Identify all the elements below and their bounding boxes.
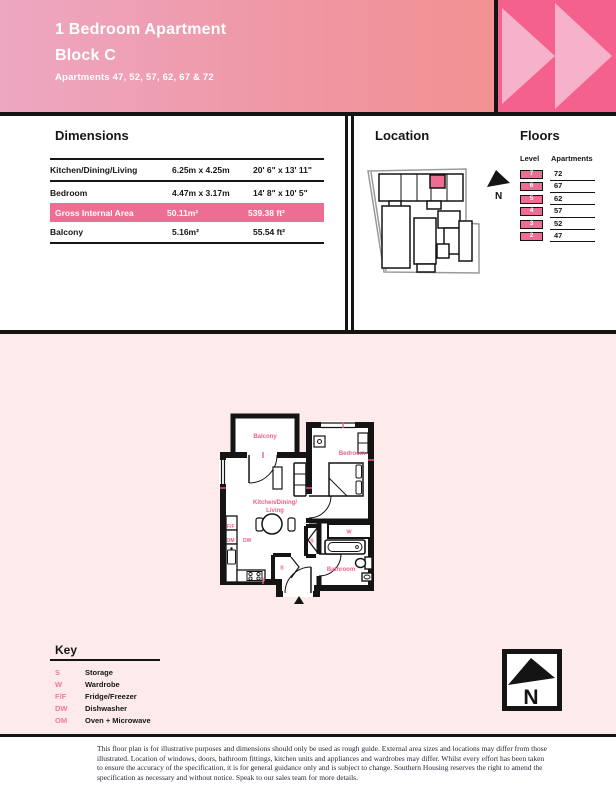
level-badge: 2	[520, 232, 543, 241]
room-label-bedroom: Bedroom	[338, 451, 366, 457]
room-name: Gross Internal Area	[55, 207, 134, 218]
svg-text:N: N	[495, 191, 503, 202]
imperial-size: 55.54 ft²	[253, 227, 286, 237]
apartment-number: 57	[550, 207, 595, 218]
marker-storage: S	[280, 565, 284, 572]
marker-oven-microwave: OM	[226, 538, 235, 544]
toilet-icon	[356, 557, 373, 569]
apartment-number: 52	[550, 220, 595, 231]
level-badge: 6	[520, 182, 543, 191]
imperial-size: 539.38 ft²	[248, 207, 285, 218]
table-row-highlight	[50, 203, 324, 222]
page-title: 1 Bedroom Apartment	[55, 21, 227, 38]
bed-icon	[329, 463, 363, 496]
level-badge: 4	[520, 207, 543, 216]
room-name: Kitchen/Dining/Living	[50, 165, 138, 175]
room-name: Balcony	[50, 227, 84, 237]
key-abbr: DW	[55, 703, 68, 713]
key-item	[55, 702, 151, 714]
double-chevron-icon	[498, 0, 616, 112]
block-title: Block C	[55, 47, 116, 64]
key-abbr: S	[55, 667, 61, 677]
metric-size: 50.11m²	[167, 207, 199, 218]
key-label: Wardrobe	[85, 679, 120, 689]
marker-wardrobe: W	[346, 529, 352, 536]
brand-chevron-tile	[494, 0, 616, 112]
apartment-number: 62	[550, 195, 595, 206]
panel-divider	[351, 116, 354, 330]
apartment-number: 47	[550, 232, 595, 243]
floor-row	[520, 207, 595, 219]
key-label: Oven + Microwave	[85, 715, 151, 725]
key-label: Storage	[85, 667, 113, 677]
apartment-number: 72	[550, 170, 595, 181]
marker-fridge-freezer: F/F	[227, 524, 235, 530]
level-badge: 3	[520, 220, 543, 229]
basin-icon	[362, 573, 372, 581]
room-label-kitchen-1: Kitchen/Dining/	[253, 500, 297, 506]
key-label: Dishwasher	[85, 703, 128, 713]
key-legend	[55, 666, 151, 726]
apartments-subtitle: Apartments 47, 52, 57, 62, 67 & 72	[55, 72, 214, 83]
panel-divider	[345, 116, 348, 330]
location-site-map	[367, 166, 491, 278]
floor-row	[520, 232, 595, 244]
hob-icon	[247, 572, 262, 581]
marker-dishwasher: DW	[243, 538, 252, 544]
metric-size: 5.16m²	[172, 227, 199, 237]
key-heading: Key	[55, 643, 78, 657]
table-row	[50, 222, 324, 242]
dimensions-heading: Dimensions	[55, 128, 129, 143]
bedside-table-icon	[314, 436, 325, 447]
level-badge: 7	[520, 170, 543, 179]
floors-heading: Floors	[520, 128, 560, 143]
key-item	[55, 666, 151, 678]
highlighted-apartment-marker	[430, 175, 445, 188]
key-abbr: OM	[55, 715, 68, 725]
room-name: Bedroom	[50, 187, 88, 198]
bathtub-icon	[325, 540, 365, 554]
floors-table	[520, 170, 595, 244]
key-abbr: W	[55, 679, 63, 689]
room-label-bathroom: Bathroom	[326, 567, 356, 573]
level-badge: 5	[520, 195, 543, 204]
compass-icon	[502, 649, 562, 711]
metric-size: 6.25m x 4.25m	[172, 165, 230, 175]
page-title-block	[55, 17, 226, 69]
table-row	[50, 182, 324, 203]
floor-row	[520, 182, 595, 194]
key-label: Fridge/Freezer	[85, 691, 137, 701]
key-abbr: F/F	[55, 691, 67, 701]
key-item	[55, 714, 151, 726]
table-row	[50, 160, 324, 182]
key-item	[55, 678, 151, 690]
metric-size: 4.47m x 3.17m	[172, 187, 230, 198]
room-label-kitchen-2: Living	[266, 508, 284, 514]
key-item	[55, 690, 151, 702]
dimensions-table	[50, 158, 324, 244]
location-heading: Location	[375, 128, 430, 143]
sofa-icon	[294, 463, 306, 496]
marker-storage: S	[310, 538, 314, 545]
svg-text:N: N	[523, 686, 539, 709]
room-label-balcony: Balcony	[253, 434, 277, 440]
level-column-header: Level	[520, 154, 540, 163]
apartment-number: 67	[550, 182, 595, 193]
bedroom-unit-icon	[358, 433, 368, 453]
building-outlines	[379, 174, 472, 272]
disclaimer-text: This floor plan is for illustrative purposes and dimensions should only be used as rough guide. External area sizes and locations may differ from those illustrated. Location of windows, doors, bathroom fittings, kitchen units and appliances and wardrobes may differ. Whilst every effort has been taken to ensure the accuracy of the specification, it is for general guidance only and is subject to change. Southern Housing reserves the right to amend the specification as necessary and without notice. Speak to our sales team for more details.	[97, 744, 547, 782]
imperial-size: 14' 8" x 10' 5"	[253, 187, 308, 198]
tv-unit-icon	[273, 467, 282, 489]
floorplan	[219, 404, 379, 606]
map-north-arrow-icon	[487, 169, 513, 203]
imperial-size: 20' 6" x 13' 11"	[253, 165, 312, 175]
entrance-arrow-icon	[294, 596, 304, 604]
floors-column-headers	[520, 154, 593, 163]
key-underline	[50, 659, 160, 661]
sink-icon	[228, 547, 236, 564]
apartments-column-header: Apartments	[551, 154, 593, 163]
